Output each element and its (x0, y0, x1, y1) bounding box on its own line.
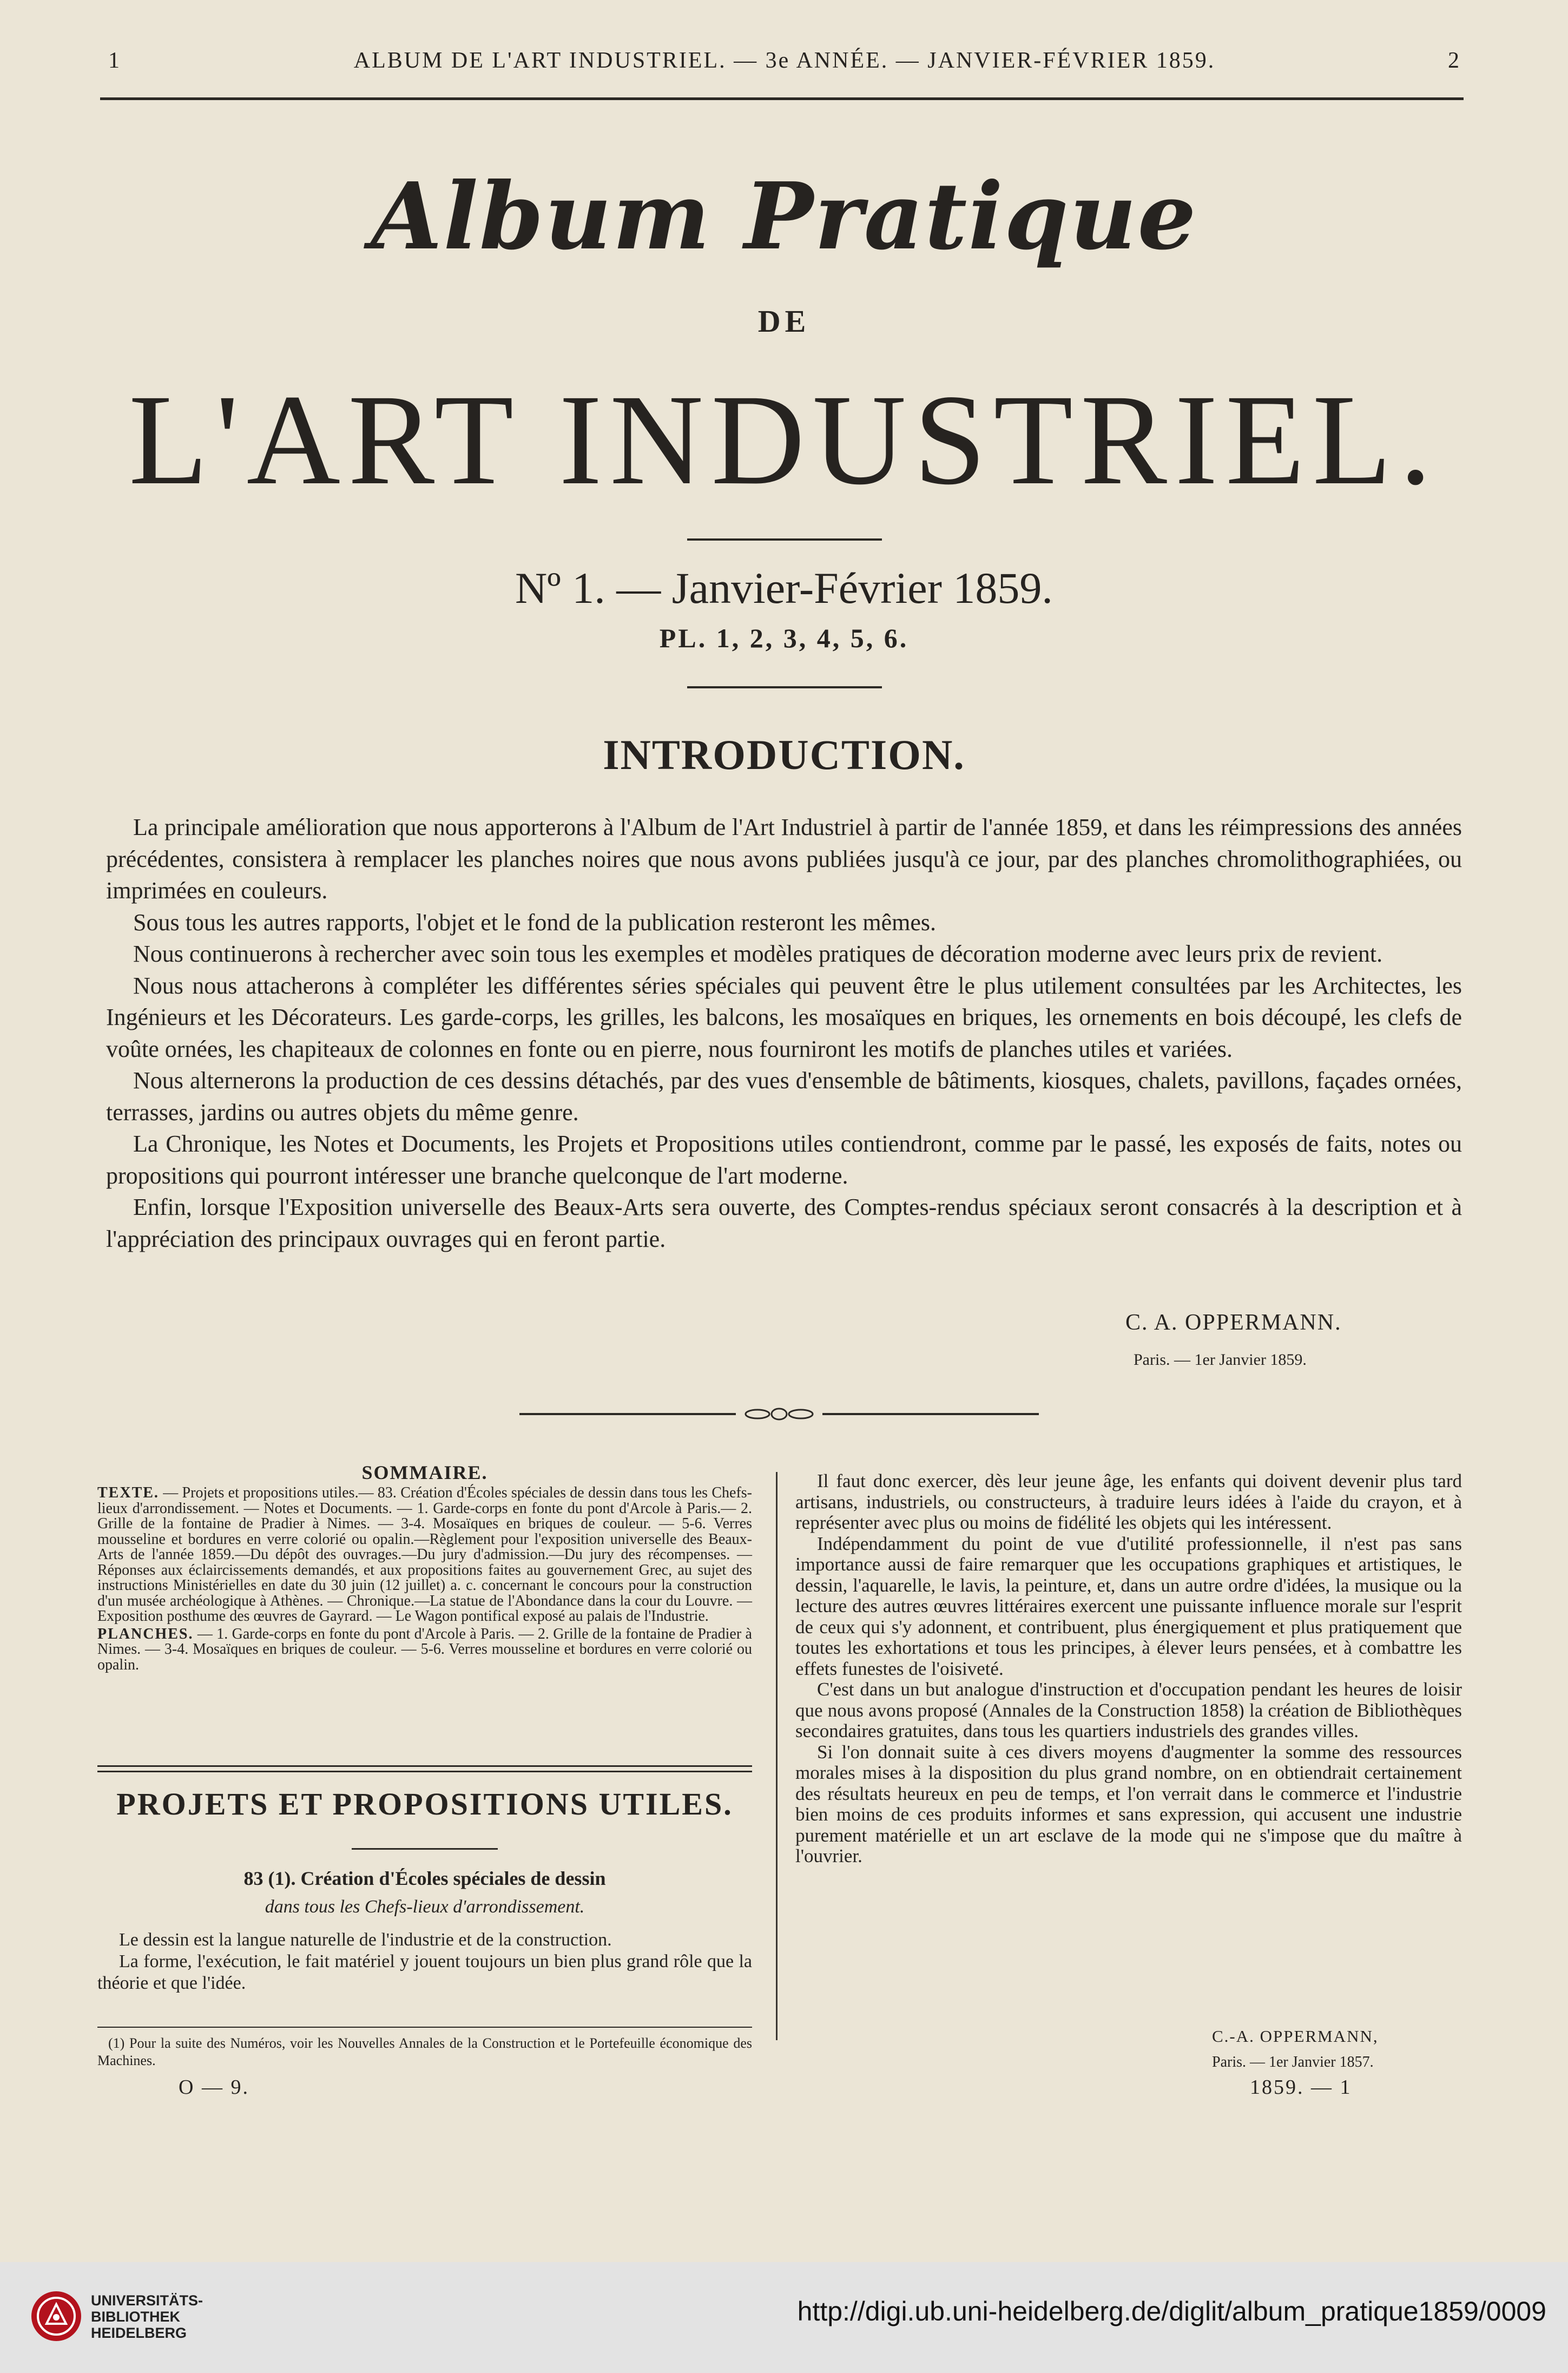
projets-rule (352, 1848, 498, 1850)
sheet-number-right: 1859. — 1 (1250, 2076, 1352, 2099)
document-url-link[interactable]: http://digi.ub.uni-heidelberg.de/diglit/album_pratique1859/0009 (797, 2296, 1546, 2326)
header-rule (100, 97, 1464, 100)
article-paragraph: La forme, l'exécution, le fait matériel y jouent toujours un bien plus grand rôle que la théorie et que l'idée. (97, 1951, 752, 1993)
right-paragraph: Indépendamment du point de vue d'utilité professionnelle, il n'est pas sans importance aussi de faire remarquer que les occupations graphiques et artistiques, le dessin, l'aquarelle, le lavis, la peinture, et, dans un autre ordre d'idées, la musique ou la lecture des autres œuvres littéraires exercent une puissante influence morale sur l'esprit de ceux qui s'y adonnent, et contribuent, plus énergiquement et plus pratiquement que toutes les exhortations et tous les principes, à élever leurs pensées, et à combattre les effets funestes de l'oisiveté. (795, 1533, 1462, 1679)
header-page-left: 1 (108, 48, 121, 73)
header-title: ALBUM DE L'ART INDUSTRIEL. — 3e ANNÉE. — JANVIER-FÉVRIER 1859. (353, 48, 1216, 73)
introduction-heading: INTRODUCTION. (603, 731, 965, 778)
right-column-text (795, 1471, 1462, 1867)
intro-paragraph: Sous tous les autres rapports, l'objet et le fond de la publication resteront les mêmes. (133, 909, 937, 936)
sheet-signature-left: O — 9. (179, 2076, 249, 2099)
library-line: HEIDELBERG (91, 2325, 187, 2341)
sommaire-rule-2 (97, 1771, 752, 1772)
footnote-text: (1) Pour la suite des Numéros, voir les Nouvelles Annales de la Construction et le Portefeuille économique des Machines. (97, 2035, 752, 2068)
sommaire-heading: SOMMAIRE. (361, 1462, 488, 1483)
viewer-footer (0, 2262, 1568, 2373)
sommaire-texte (97, 1485, 752, 1625)
album-title: Album Pratique (371, 162, 1197, 271)
right-paragraph: Il faut donc exercer, dès leur jeune âge, les enfants qui doivent devenir plus tard artisans, industriels, ou constructeurs, à traduire leurs idées à l'aide du crayon, et à représenter avec plus ou moins de fidélité les objets qui les intéressent. (795, 1470, 1462, 1533)
introduction-text (106, 812, 1462, 1255)
plates-line: PL. 1, 2, 3, 4, 5, 6. (659, 623, 909, 653)
right-paragraph: Si l'on donnait suite à ces divers moyens d'augmenter la somme des ressources morales mises à la disposition du plus grand nombre, on en obtiendrait certainement des résultats heureux en peu de temps, et l'on verrait dans le commerce et l'industrie bien moins de ces produits informes et sans expression, qui accusent une industrie purement matérielle et un art esclave de la mode qui ne s'impose que du maître à l'ouvrier. (795, 1741, 1462, 1866)
sommaire-planches (97, 1627, 752, 1673)
intro-paragraph: La Chronique, les Notes et Documents, les Projets et Propositions utiles contiendront, comme par le passé, les exposés de faits, notes ou propositions qui pourront intéresser une branche quelconque de l'art moderne. (106, 1130, 1462, 1189)
sommaire-text (97, 1485, 752, 1673)
sommaire-rule-1 (97, 1765, 752, 1767)
issue-line: Nº 1. — Janvier-Février 1859. (515, 563, 1053, 613)
column-divider (776, 1472, 778, 2040)
library-line: BIBLIOTHEK (91, 2309, 180, 2325)
projets-heading: PROJETS ET PROPOSITIONS UTILES. (116, 1786, 733, 1822)
footnote (97, 2035, 752, 2069)
library-name[interactable] (91, 2292, 203, 2341)
title-rule-top (687, 538, 882, 541)
title-rule-bottom (687, 686, 882, 688)
running-header (108, 48, 1461, 80)
article-paragraph: Le dessin est la langue naturelle de l'industrie et de la construction. (119, 1930, 612, 1950)
texte-content: — Projets et propositions utiles.— 83. Création d'Écoles spéciales de dessin dans tous les Chefs-lieux d'arrondissement. — Notes et Documents. — 1. Garde-corps en fonte du pont d'Arcole à Paris.— 2. Grille de la fontaine de Pradier à Nimes. — 3-4. Mosaïques en briques de couleur. — 5-6. Verres mousseline et bordures en verre colorié ou opalin.—Règlement pour l'exposition universelle des Beaux-Arts de l'année 1859.—Du dépôt des ouvrages.—Du jury d'admission.—Du jury des récompenses. — Réponses aux éclaircissements demandés, et aux propositions faites au gouvernement Grec, au sujet des instructions Ministérielles en date du 30 juin (12 juillet) a. c. concernant le concours pour la construction d'un musée archéologique à Athènes. — Chronique.—La statue de l'Abondance dans la cour du Louvre. — Exposition posthume des œuvres de Gayrard. — Le Wagon pontifical exposé au palais de l'Industrie. (97, 1484, 752, 1625)
university-seal-icon[interactable] (30, 2290, 82, 2342)
title-de: DE (757, 304, 811, 339)
main-title: L'ART INDUSTRIEL. (128, 367, 1440, 511)
intro-paragraph: Nous alternerons la production de ces dessins détachés, par des vues d'ensemble de bâtiments, kiosques, chalets, pavillons, façades ornées, terrasses, jardins ou autres objets du même genre. (106, 1067, 1462, 1126)
planches-label: PLANCHES. (97, 1625, 194, 1642)
right-signature: C.-A. OPPERMANN, (1212, 2027, 1379, 2046)
right-paragraph: C'est dans un but analogue d'instruction et d'occupation pendant les heures de loisir que nous avons proposé (Annales de la Construction 1858) la création de Bibliothèques secondaires gratuites, dans tous les quartiers industriels des grandes villes. (795, 1679, 1462, 1741)
intro-paragraph: Nous continuerons à rechercher avec soin tous les exemples et modèles pratiques de décoration moderne avec leurs prix de revient. (133, 941, 1383, 967)
intro-signature: C. A. OPPERMANN. (1125, 1310, 1342, 1335)
article-text (97, 1929, 752, 1994)
intro-date: Paris. — 1er Janvier 1859. (1134, 1351, 1307, 1369)
intro-paragraph: Enfin, lorsque l'Exposition universelle des Beaux-Arts sera ouverte, des Comptes-rendus spéciaux seront consacrés à la description et à l'appréciation des principaux ouvrages qui en feront partie. (106, 1194, 1462, 1252)
footnote-rule (97, 2027, 752, 2028)
intro-paragraph: La principale amélioration que nous apporterons à l'Album de l'Art Industriel à partir de l'année 1859, et dans les réimpressions des années précédentes, consistera à remplacer les planches noires que nous avons publiées jusqu'à ce jour, par des planches chromolithographiées, ou imprimées en couleurs. (106, 814, 1462, 904)
article-subtitle: dans tous les Chefs-lieux d'arrondissement. (265, 1897, 585, 1917)
planches-content: — 1. Garde-corps en fonte du pont d'Arcole à Paris. — 2. Grille de la fontaine de Pradier à Nimes. — 3-4. Mosaïques en briques de couleur. — 5-6. Verres mousseline et bordures en verre colorié ou opalin. (97, 1625, 752, 1673)
texte-label: TEXTE. (97, 1484, 159, 1501)
library-line: UNIVERSITÄTS- (91, 2292, 203, 2309)
ornament-divider-icon (519, 1407, 1039, 1421)
article-title: 83 (1). Création d'Écoles spéciales de dessin (243, 1868, 606, 1889)
right-date: Paris. — 1er Janvier 1857. (1212, 2054, 1374, 2070)
header-page-right: 2 (1448, 48, 1461, 73)
intro-paragraph: Nous nous attacherons à compléter les différentes séries spéciales qui peuvent être le plus utilement consultées par les Architectes, les Ingénieurs et les Décorateurs. Les garde-corps, les grilles, les balcons, les mosaïques en briques, les ornements en bois découpé, les clefs de voûte ornées, les chapiteaux de colonnes en fonte ou en pierre, nous fourniront les motifs de planches utiles et variées. (106, 972, 1462, 1062)
